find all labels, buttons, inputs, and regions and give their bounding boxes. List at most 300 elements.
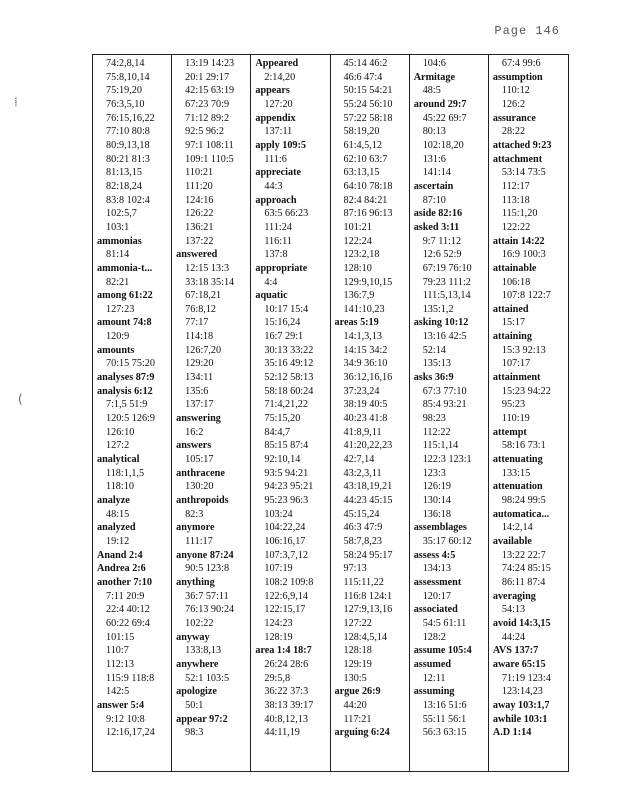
- index-term: Andrea 2:6: [97, 563, 146, 575]
- index-reference: 123:2,18: [343, 249, 380, 261]
- index-reference: 87:10: [422, 194, 446, 206]
- page-number: Page 146: [494, 24, 560, 38]
- index-reference: 54:13: [501, 604, 526, 616]
- index-reference: 82:18,24: [106, 180, 142, 192]
- index-term: AVS 137:7: [492, 645, 539, 657]
- index-term: aware 65:15: [492, 658, 546, 670]
- index-reference: 130:14: [422, 495, 451, 506]
- index-reference: 128:19: [264, 631, 293, 643]
- index-reference: 57:22 58:18: [343, 112, 393, 124]
- index-reference: 137:8: [264, 249, 288, 261]
- index-reference: 55:11 56:1: [422, 713, 467, 725]
- index-reference: 141:10,23: [343, 303, 385, 315]
- index-reference: 75:8,10,14: [106, 71, 150, 83]
- index-reference: 107:8 122:7: [501, 290, 551, 302]
- index-term: assume 105:4: [413, 645, 472, 657]
- index-term: attenuating: [492, 454, 543, 466]
- index-reference: 36:12,16,16: [343, 372, 393, 384]
- index-reference: 101:21: [343, 221, 372, 233]
- index-term: A.D 1:14: [492, 727, 532, 739]
- index-reference: 12:11: [422, 672, 446, 684]
- index-reference: 77:17: [185, 317, 209, 329]
- index-reference: 104:22,24: [264, 522, 306, 534]
- index-reference: 71:19 123:4: [501, 672, 551, 684]
- index-reference: 136:7,9: [343, 290, 375, 302]
- index-reference: 116:8 124:1: [343, 590, 393, 602]
- index-term: around 29:7: [413, 98, 467, 110]
- index-reference: 12:15 13:3: [185, 262, 230, 274]
- index-term: attempt: [492, 426, 527, 438]
- index-reference: 74:24 85:15: [501, 563, 551, 575]
- index-reference: 80:21 81:3: [106, 153, 150, 165]
- index-reference: 16:9 100:3: [501, 249, 546, 261]
- index-reference: 84:4,7: [264, 426, 291, 438]
- index-reference: 111:6: [264, 153, 287, 165]
- index-term: ammonias: [97, 235, 142, 247]
- index-reference: 15:17: [501, 317, 526, 329]
- index-reference: 67:3 77:10: [422, 385, 467, 397]
- index-reference: 45:22 69:7: [422, 112, 467, 124]
- index-term: assumed: [413, 658, 452, 670]
- index-term: available: [492, 535, 532, 547]
- index-reference: 33:18 35:14: [185, 276, 235, 288]
- index-reference: 36:22 37:3: [264, 686, 309, 698]
- index-reference: 111:20: [185, 180, 213, 192]
- index-reference: 92:10,14: [264, 454, 301, 466]
- index-reference: 9:12 10:8: [106, 713, 145, 725]
- index-term: Armitage: [413, 71, 455, 83]
- index-reference: 55:24 56:10: [343, 98, 393, 110]
- index-reference: 90:5 123:8: [185, 563, 230, 575]
- index-reference: 118:1,1,5: [106, 467, 145, 479]
- index-reference: 38:19 40:5: [343, 399, 388, 411]
- index-reference: 108:2 109:8: [264, 576, 314, 588]
- index-term: attaining: [492, 331, 532, 343]
- index-reference: 110:7: [106, 645, 129, 657]
- index-reference: 75:19,20: [106, 85, 142, 97]
- index-reference: 115:9 118:8: [106, 672, 155, 684]
- index-term: apologize: [176, 686, 217, 698]
- index-reference: 111:24: [264, 221, 292, 233]
- index-reference: 107:17: [501, 358, 531, 370]
- index-term: asking 10:12: [413, 317, 469, 329]
- index-term: assess 4:5: [413, 549, 456, 561]
- index-term: awhile 103:1: [492, 713, 548, 725]
- index-reference: 101:15: [106, 631, 135, 643]
- index-reference: 9:7 11:12: [422, 235, 462, 247]
- index-reference: 135:6: [185, 385, 209, 397]
- index-reference: 76:8,12: [185, 303, 217, 315]
- index-term: assumption: [492, 71, 543, 83]
- index-term: aside 82:16: [413, 208, 463, 220]
- index-term: attached 9:23: [492, 139, 552, 151]
- index-term: anyone 87:24: [176, 549, 234, 561]
- index-column-6: [489, 55, 568, 771]
- index-reference: 4:4: [264, 276, 278, 288]
- index-reference: 67:23 70:9: [185, 98, 230, 110]
- index-reference: 46:3 47:9: [343, 522, 383, 534]
- index-reference: 67:19 76:10: [422, 262, 472, 274]
- index-reference: 137:17: [185, 399, 214, 411]
- index-reference: 74:2,8,14: [106, 58, 145, 69]
- index-reference: 135:13: [422, 358, 451, 370]
- index-reference: 85:4 93:21: [422, 399, 467, 411]
- index-reference: 110:21: [185, 167, 214, 179]
- index-reference: 114:18: [185, 331, 214, 343]
- index-term: answering: [176, 413, 221, 425]
- index-reference: 45:14 46:2: [343, 58, 388, 69]
- index-reference: 133:15: [501, 467, 531, 479]
- index-term: analyses 87:9: [97, 372, 155, 384]
- index-reference: 71:4,21,22: [264, 399, 308, 411]
- index-reference: 50:1: [185, 699, 204, 711]
- index-reference: 136:18: [422, 508, 451, 520]
- index-term: asks 36:9: [413, 372, 454, 384]
- index-term: assessment: [413, 576, 462, 588]
- index-column-5: [410, 55, 489, 771]
- index-reference: 110:19: [501, 413, 530, 425]
- index-term: another 7:10: [97, 576, 152, 588]
- index-reference: 102:18,20: [422, 139, 464, 151]
- index-term: among 61:22: [97, 290, 153, 302]
- index-reference: 15:23 94:22: [501, 385, 551, 397]
- index-reference: 41:20,22,23: [343, 440, 393, 452]
- index-reference: 134:11: [185, 372, 214, 384]
- index-reference: 137:22: [185, 235, 214, 247]
- index-term: assurance: [492, 112, 536, 124]
- index-reference: 117:21: [343, 713, 372, 725]
- index-reference: 82:21: [106, 276, 130, 288]
- index-term: Appeared: [255, 58, 299, 69]
- index-reference: 50:15 54:21: [343, 85, 393, 97]
- index-reference: 48:5: [422, 85, 441, 97]
- index-reference: 41:8,9,11: [343, 426, 382, 438]
- index-reference: 124:16: [185, 194, 214, 206]
- index-reference: 123:14,23: [501, 686, 543, 698]
- index-term: anything: [176, 576, 215, 588]
- index-reference: 120:17: [422, 590, 451, 602]
- index-reference: 93:5 94:21: [264, 467, 309, 479]
- index-reference: 107:19: [264, 563, 293, 575]
- index-reference: 44:11,19: [264, 727, 300, 739]
- index-reference: 86:11 87:4: [501, 576, 546, 588]
- index-term: answer 5:4: [97, 699, 145, 711]
- index-reference: 103:24: [264, 508, 293, 520]
- index-reference: 115:11,22: [343, 576, 384, 588]
- index-term: aquatic: [255, 290, 288, 302]
- index-reference: 129:9,10,15: [343, 276, 393, 288]
- index-reference: 2:14,20: [264, 71, 296, 83]
- index-reference: 80:9,13,18: [106, 139, 150, 151]
- index-term: averaging: [492, 590, 536, 602]
- index-reference: 58:24 95:17: [343, 549, 393, 561]
- index-reference: 141:14: [422, 167, 451, 179]
- index-term: appreciate: [255, 167, 301, 179]
- index-reference: 30:13 33:22: [264, 344, 314, 356]
- index-reference: 58:7,8,23: [343, 535, 383, 547]
- index-reference: 14:1,3,13: [343, 331, 383, 343]
- index-reference: 16:7 29:1: [264, 331, 304, 343]
- index-reference: 67:4 99:6: [501, 58, 541, 69]
- index-reference: 7:1,5 51:9: [106, 399, 148, 411]
- index-table: [92, 54, 569, 772]
- index-reference: 82:3: [185, 508, 204, 520]
- index-term: attainment: [492, 372, 541, 384]
- index-reference: 127:22: [343, 617, 372, 629]
- index-term: appendix: [255, 112, 296, 124]
- index-reference: 118:10: [106, 481, 134, 493]
- index-term: analyzed: [97, 522, 136, 534]
- index-reference: 135:1,2: [422, 303, 454, 315]
- index-reference: 107:3,7,12: [264, 549, 308, 561]
- index-reference: 137:11: [264, 126, 293, 138]
- index-reference: 70:15 75:20: [106, 358, 155, 370]
- index-term: areas 5:19: [334, 317, 379, 329]
- index-term: anymore: [176, 522, 215, 534]
- index-reference: 102:5,7: [106, 208, 137, 220]
- index-term: asked 3:11: [413, 221, 460, 233]
- index-term: attain 14:22: [492, 235, 545, 247]
- index-reference: 124:23: [264, 617, 293, 629]
- index-reference: 79:23 111:2: [422, 276, 471, 288]
- index-reference: 81:14: [106, 249, 130, 261]
- index-reference: 61:4,5,12: [343, 139, 383, 151]
- index-reference: 13:19 14:23: [185, 58, 235, 69]
- index-reference: 122:3 123:1: [422, 454, 472, 466]
- index-reference: 116:11: [264, 235, 292, 247]
- index-term: approach: [255, 194, 297, 206]
- index-reference: 122:15,17: [264, 604, 306, 616]
- index-reference: 76:15,16,22: [106, 112, 155, 124]
- index-reference: 44:23 45:15: [343, 495, 393, 506]
- index-reference: 60:22 69:4: [106, 617, 150, 629]
- index-reference: 7:11 20:9: [106, 590, 145, 602]
- index-term: amounts: [97, 344, 135, 356]
- index-reference: 22:4 40:12: [106, 604, 150, 616]
- index-term: automatica...: [492, 508, 550, 520]
- index-term: anywhere: [176, 658, 219, 670]
- index-reference: 75:15,20: [264, 413, 301, 425]
- index-reference: 127:9,13,16: [343, 604, 393, 616]
- index-reference: 103:1: [106, 221, 130, 233]
- index-reference: 126:22: [185, 208, 214, 220]
- index-reference: 112:17: [501, 180, 530, 192]
- index-reference: 53:14 73:5: [501, 167, 546, 179]
- index-term: appropriate: [255, 262, 308, 274]
- index-reference: 48:15: [106, 508, 130, 520]
- index-reference: 16:2: [185, 426, 204, 438]
- index-reference: 38:13 39:17: [264, 699, 314, 711]
- index-reference: 35:16 49:12: [264, 358, 314, 370]
- index-reference: 43:18,19,21: [343, 481, 393, 493]
- index-reference: 120:9: [106, 331, 130, 343]
- index-column-2: [172, 55, 251, 771]
- index-reference: 92:5 96:2: [185, 126, 224, 138]
- index-reference: 110:12: [501, 85, 530, 97]
- index-reference: 127:20: [264, 98, 293, 110]
- index-reference: 64:10 78:18: [343, 180, 393, 192]
- index-reference: 81:13,15: [106, 167, 142, 179]
- index-reference: 58:19,20: [343, 126, 380, 138]
- index-term: attenuation: [492, 481, 543, 493]
- index-term: analysis 6:12: [97, 385, 153, 397]
- index-reference: 54:5 61:11: [422, 617, 467, 629]
- index-term: appear 97:2: [176, 713, 228, 725]
- margin-bracket-mark: (: [18, 392, 23, 406]
- index-term: area 1:4 18:7: [255, 645, 312, 657]
- index-reference: 130:5: [343, 672, 367, 684]
- index-reference: 40:8,12,13: [264, 713, 308, 725]
- index-reference: 128:10: [343, 262, 372, 274]
- index-reference: 63:5 66:23: [264, 208, 309, 220]
- index-reference: 15:16,24: [264, 317, 301, 329]
- index-reference: 46:6 47:4: [343, 71, 383, 83]
- index-reference: 126:2: [501, 98, 526, 110]
- index-reference: 97:13: [343, 563, 367, 575]
- index-reference: 94:23 95:21: [264, 481, 314, 493]
- index-reference: 128:4,5,14: [343, 631, 388, 643]
- index-term: analyze: [97, 495, 130, 506]
- index-reference: 42:7,14: [343, 454, 375, 466]
- index-reference: 76:3,5,10: [106, 98, 145, 110]
- index-reference: 58:18 60:24: [264, 385, 314, 397]
- index-reference: 10:17 15:4: [264, 303, 309, 315]
- index-reference: 14:15 34:2: [343, 344, 388, 356]
- margin-tick-mark: ⁞: [14, 95, 18, 109]
- index-reference: 142:5: [106, 686, 130, 698]
- index-reference: 52:12 58:13: [264, 372, 314, 384]
- index-reference: 19:12: [106, 535, 130, 547]
- index-reference: 115:1,20: [501, 208, 538, 220]
- index-reference: 122:24: [343, 235, 372, 247]
- index-term: arguing 6:24: [334, 727, 390, 739]
- index-column-1: [93, 55, 172, 771]
- index-term: attained: [492, 303, 529, 315]
- index-reference: 45:15,24: [343, 508, 380, 520]
- index-term: argue 26:9: [334, 686, 381, 698]
- index-reference: 15:3 92:13: [501, 344, 546, 356]
- index-reference: 29:5,8: [264, 672, 291, 684]
- index-reference: 12:6 52:9: [422, 249, 462, 261]
- index-reference: 128:18: [343, 645, 372, 657]
- index-reference: 13:22 22:7: [501, 549, 546, 561]
- index-term: attachment: [492, 153, 543, 165]
- index-reference: 52:1 103:5: [185, 672, 230, 684]
- index-reference: 43:2,3,11: [343, 467, 382, 479]
- index-reference: 28:22: [501, 126, 526, 138]
- index-reference: 13:16 51:6: [422, 699, 467, 711]
- index-term: away 103:1,7: [492, 699, 550, 711]
- index-reference: 113:18: [501, 194, 530, 206]
- index-term: answers: [176, 440, 212, 452]
- index-reference: 34:9 36:10: [343, 358, 388, 370]
- index-reference: 44:24: [501, 631, 526, 643]
- index-term: ammonia-t...: [97, 262, 153, 274]
- index-reference: 102:22: [185, 617, 214, 629]
- index-reference: 37:23,24: [343, 385, 380, 397]
- index-reference: 62:10 63:7: [343, 153, 388, 165]
- index-reference: 111:5,13,14: [422, 290, 471, 302]
- index-reference: 80:13: [422, 126, 446, 138]
- index-reference: 35:17 60:12: [422, 535, 472, 547]
- index-reference: 67:18,21: [185, 290, 222, 302]
- index-reference: 112:22: [422, 426, 451, 438]
- index-term: anthracene: [176, 467, 225, 479]
- index-reference: 106:16,17: [264, 535, 306, 547]
- index-reference: 112:13: [106, 658, 134, 670]
- index-reference: 56:3 63:15: [422, 727, 467, 739]
- index-reference: 97:1 108:11: [185, 139, 234, 151]
- index-term: apply 109:5: [255, 139, 307, 151]
- index-reference: 36:7 57:11: [185, 590, 229, 602]
- index-reference: 42:15 63:19: [185, 85, 235, 97]
- index-term: anthropoids: [176, 495, 229, 506]
- index-column-4: [331, 55, 410, 771]
- index-reference: 44:20: [343, 699, 367, 711]
- index-term: appears: [255, 85, 290, 97]
- index-reference: 106:18: [501, 276, 531, 288]
- index-reference: 120:5 126:9: [106, 413, 155, 425]
- index-reference: 58:16 73:1: [501, 440, 546, 452]
- index-term: assuming: [413, 686, 455, 698]
- index-reference: 87:16 96:13: [343, 208, 393, 220]
- index-term: attainable: [492, 262, 537, 274]
- index-reference: 128:2: [422, 631, 446, 643]
- index-reference: 111:17: [185, 535, 213, 547]
- index-reference: 40:23 41:8: [343, 413, 388, 425]
- index-reference: 95:23: [501, 399, 526, 411]
- index-reference: 76:13 90:24: [185, 604, 235, 616]
- index-reference: 98:3: [185, 727, 204, 739]
- index-term: assemblages: [413, 522, 467, 534]
- index-reference: 104:6: [422, 58, 446, 69]
- index-column-3: [251, 55, 330, 771]
- index-reference: 129:19: [343, 658, 372, 670]
- index-term: associated: [413, 604, 458, 616]
- index-reference: 115:1,14: [422, 440, 459, 452]
- index-term: answered: [176, 249, 218, 261]
- index-reference: 122:22: [501, 221, 531, 233]
- index-reference: 123:3: [422, 467, 446, 479]
- index-reference: 44:3: [264, 180, 283, 192]
- index-reference: 127:23: [106, 303, 135, 315]
- index-reference: 26:24 28:6: [264, 658, 309, 670]
- index-reference: 52:14: [422, 344, 446, 356]
- index-reference: 129:20: [185, 358, 214, 370]
- index-term: Anand 2:4: [97, 549, 143, 561]
- index-reference: 85:15 87:4: [264, 440, 309, 452]
- index-reference: 77:10 80:8: [106, 126, 150, 138]
- index-reference: 71:12 89:2: [185, 112, 230, 124]
- index-reference: 63:13,15: [343, 167, 380, 179]
- index-reference: 122:6,9,14: [264, 590, 308, 602]
- index-reference: 95:23 96:3: [264, 495, 309, 506]
- index-reference: 134:13: [422, 563, 451, 575]
- index-reference: 126:7,20: [185, 344, 222, 356]
- index-reference: 98:24 99:5: [501, 495, 546, 506]
- index-reference: 109:1 110:5: [185, 153, 234, 165]
- index-term: ascertain: [413, 180, 454, 192]
- index-reference: 13:16 42:5: [422, 331, 467, 343]
- index-term: amount 74:8: [97, 317, 152, 329]
- index-reference: 82:4 84:21: [343, 194, 388, 206]
- index-reference: 98:23: [422, 413, 446, 425]
- index-reference: 83:8 102:4: [106, 194, 150, 206]
- index-reference: 126:19: [422, 481, 451, 493]
- index-reference: 130:20: [185, 481, 214, 493]
- index-term: analytical: [97, 454, 140, 466]
- index-reference: 20:1 29:17: [185, 71, 230, 83]
